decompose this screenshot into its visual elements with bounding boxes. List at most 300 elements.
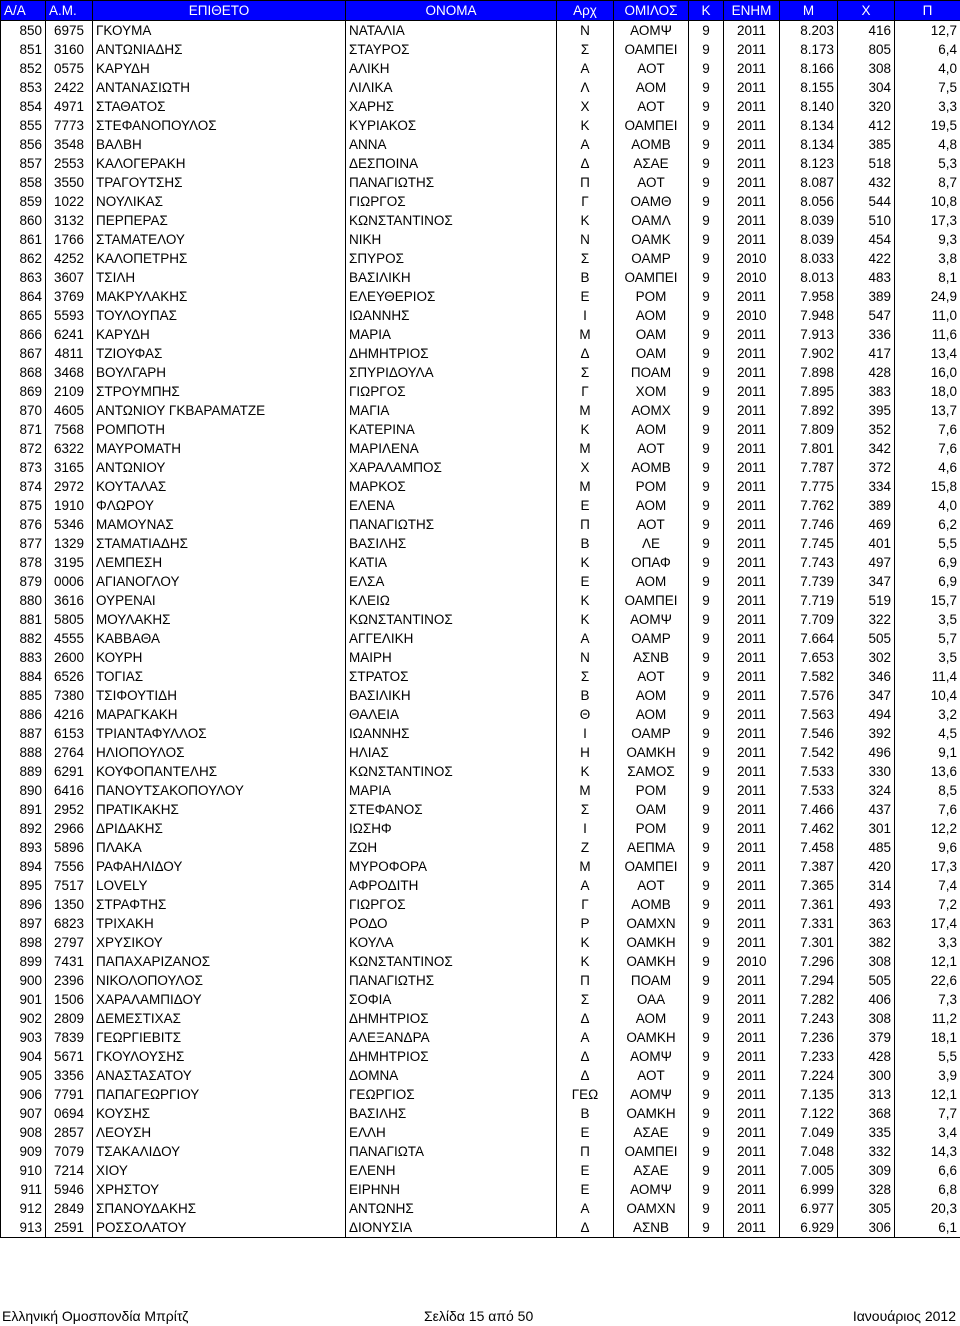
cell-p: 11,6 — [895, 325, 960, 344]
cell-aa: 865 — [1, 306, 46, 325]
cell-update: 2011 — [724, 933, 780, 952]
cell-x: 314 — [838, 876, 895, 895]
cell-aa: 884 — [1, 667, 46, 686]
cell-x: 347 — [838, 686, 895, 705]
table-row — [1, 458, 960, 477]
table-row — [1, 591, 960, 610]
cell-surname: ΛΕΟΥΣΗ — [93, 1123, 346, 1142]
cell-update: 2011 — [724, 477, 780, 496]
cell-am: 3769 — [46, 287, 93, 306]
cell-p: 7,7 — [895, 1104, 960, 1123]
cell-club: ΟΑΜΧΝ — [614, 1199, 689, 1218]
cell-name: ΣΠΥΡΟΣ — [346, 249, 557, 268]
cell-p: 4,0 — [895, 496, 960, 515]
table-row — [1, 857, 960, 876]
cell-m: 7.296 — [780, 952, 838, 971]
header-update: ΕΝΗΜ — [724, 1, 780, 21]
cell-am: 2952 — [46, 800, 93, 819]
cell-am: 0575 — [46, 59, 93, 78]
cell-k: 9 — [689, 800, 724, 819]
table-row — [1, 990, 960, 1009]
cell-initial: Χ — [557, 458, 614, 477]
cell-aa: 896 — [1, 895, 46, 914]
cell-am: 6153 — [46, 724, 93, 743]
cell-p: 7,6 — [895, 439, 960, 458]
cell-x: 412 — [838, 116, 895, 135]
cell-k: 9 — [689, 1142, 724, 1161]
header-club: ΟΜΙΛΟΣ — [614, 1, 689, 21]
table-row — [1, 325, 960, 344]
cell-p: 17,4 — [895, 914, 960, 933]
cell-x: 305 — [838, 1199, 895, 1218]
cell-p: 17,3 — [895, 857, 960, 876]
cell-aa: 852 — [1, 59, 46, 78]
cell-initial: Δ — [557, 1218, 614, 1238]
cell-am: 3550 — [46, 173, 93, 192]
table-row — [1, 116, 960, 135]
cell-aa: 877 — [1, 534, 46, 553]
cell-p: 15,7 — [895, 591, 960, 610]
cell-update: 2011 — [724, 97, 780, 116]
cell-p: 13,4 — [895, 344, 960, 363]
cell-m: 7.301 — [780, 933, 838, 952]
cell-k: 9 — [689, 553, 724, 572]
table-body — [1, 21, 960, 1238]
cell-name: ΙΩΑΝΝΗΣ — [346, 724, 557, 743]
cell-update: 2011 — [724, 1180, 780, 1199]
cell-surname: ΣΤΑΜΑΤΙΑΔΗΣ — [93, 534, 346, 553]
cell-aa: 908 — [1, 1123, 46, 1142]
table-row — [1, 1218, 960, 1238]
cell-update: 2011 — [724, 287, 780, 306]
cell-name: ΜΑΡΙΑ — [346, 781, 557, 800]
cell-p: 4,8 — [895, 135, 960, 154]
cell-aa: 892 — [1, 819, 46, 838]
cell-m: 8.134 — [780, 135, 838, 154]
cell-k: 9 — [689, 325, 724, 344]
table-row — [1, 59, 960, 78]
header-x: Χ — [838, 1, 895, 21]
cell-aa: 889 — [1, 762, 46, 781]
cell-surname: ΣΤΡΟΥΜΠΗΣ — [93, 382, 346, 401]
table-row — [1, 154, 960, 173]
cell-update: 2011 — [724, 173, 780, 192]
cell-am: 4605 — [46, 401, 93, 420]
cell-name: ΚΟΥΛΑ — [346, 933, 557, 952]
cell-initial: Κ — [557, 211, 614, 230]
cell-am: 6416 — [46, 781, 93, 800]
cell-x: 302 — [838, 648, 895, 667]
cell-x: 416 — [838, 21, 895, 41]
cell-update: 2011 — [724, 762, 780, 781]
table-row — [1, 743, 960, 762]
cell-m: 7.466 — [780, 800, 838, 819]
cell-x: 389 — [838, 496, 895, 515]
cell-name: ΕΛΛΗ — [346, 1123, 557, 1142]
cell-name: ΔΕΣΠΟΙΝΑ — [346, 154, 557, 173]
cell-club: ΟΠΑΦ — [614, 553, 689, 572]
cell-x: 347 — [838, 572, 895, 591]
cell-k: 9 — [689, 363, 724, 382]
cell-am: 2396 — [46, 971, 93, 990]
cell-initial: Ε — [557, 1180, 614, 1199]
cell-p: 7,6 — [895, 420, 960, 439]
cell-name: ΑΛΕΞΑΝΔΡΑ — [346, 1028, 557, 1047]
cell-k: 9 — [689, 1180, 724, 1199]
cell-aa: 857 — [1, 154, 46, 173]
cell-initial: Ι — [557, 724, 614, 743]
cell-name: ΜΑΡΙΑ — [346, 325, 557, 344]
cell-k: 9 — [689, 667, 724, 686]
cell-k: 9 — [689, 59, 724, 78]
cell-p: 12,1 — [895, 1085, 960, 1104]
cell-initial: Δ — [557, 154, 614, 173]
cell-club: ΑΟΤ — [614, 173, 689, 192]
cell-surname: ΤΟΥΛΟΥΠΑΣ — [93, 306, 346, 325]
cell-name: ΠΑΝΑΓΙΩΤΗΣ — [346, 173, 557, 192]
table-row — [1, 1066, 960, 1085]
cell-k: 9 — [689, 1066, 724, 1085]
header-am: Α.Μ. — [46, 1, 93, 21]
table-row — [1, 401, 960, 420]
cell-x: 389 — [838, 287, 895, 306]
table-row — [1, 1047, 960, 1066]
cell-m: 7.948 — [780, 306, 838, 325]
cell-initial: Β — [557, 686, 614, 705]
cell-k: 9 — [689, 990, 724, 1009]
cell-initial: Α — [557, 135, 614, 154]
cell-update: 2011 — [724, 230, 780, 249]
table-row — [1, 230, 960, 249]
cell-m: 7.902 — [780, 344, 838, 363]
cell-k: 9 — [689, 1199, 724, 1218]
cell-m: 7.576 — [780, 686, 838, 705]
cell-k: 9 — [689, 401, 724, 420]
header-aa: Α/Α — [1, 1, 46, 21]
cell-p: 6,1 — [895, 1218, 960, 1238]
cell-update: 2011 — [724, 192, 780, 211]
cell-x: 432 — [838, 173, 895, 192]
cell-surname: ΠΑΠΑΧΑΡΙΖΑΝΟΣ — [93, 952, 346, 971]
cell-p: 11,4 — [895, 667, 960, 686]
cell-name: ΣΤΡΑΤΟΣ — [346, 667, 557, 686]
cell-club: ΑΟΜΨ — [614, 610, 689, 629]
cell-club: ΟΑΜ — [614, 800, 689, 819]
cell-aa: 881 — [1, 610, 46, 629]
cell-club: ΟΑΜΠΕΙ — [614, 40, 689, 59]
table-row — [1, 344, 960, 363]
cell-update: 2011 — [724, 1199, 780, 1218]
cell-x: 368 — [838, 1104, 895, 1123]
cell-club: ΑΣΝΒ — [614, 1218, 689, 1238]
cell-k: 9 — [689, 629, 724, 648]
cell-surname: ΑΝΑΣΤΑΣΑΤΟΥ — [93, 1066, 346, 1085]
cell-name: ΛΙΛΙΚΑ — [346, 78, 557, 97]
cell-p: 11,0 — [895, 306, 960, 325]
cell-m: 7.913 — [780, 325, 838, 344]
cell-initial: Δ — [557, 344, 614, 363]
cell-m: 7.533 — [780, 762, 838, 781]
cell-m: 7.958 — [780, 287, 838, 306]
table-row — [1, 363, 960, 382]
cell-surname: ΑΝΤΩΝΙΟΥ ΓΚΒΑΡΑΜΑΤΖΕ — [93, 401, 346, 420]
cell-club: ΑΟΤ — [614, 1066, 689, 1085]
cell-name: ΣΤΕΦΑΝΟΣ — [346, 800, 557, 819]
cell-aa: 872 — [1, 439, 46, 458]
cell-initial: Π — [557, 173, 614, 192]
cell-name: ΠΑΝΑΓΙΩΤΗΣ — [346, 515, 557, 534]
cell-p: 6,2 — [895, 515, 960, 534]
cell-k: 9 — [689, 572, 724, 591]
cell-name: ΚΛΕΙΩ — [346, 591, 557, 610]
cell-name: ΔΙΟΝΥΣΙΑ — [346, 1218, 557, 1238]
cell-k: 9 — [689, 496, 724, 515]
cell-m: 7.462 — [780, 819, 838, 838]
table-row — [1, 629, 960, 648]
cell-aa: 853 — [1, 78, 46, 97]
cell-initial: Ε — [557, 496, 614, 515]
cell-am: 7556 — [46, 857, 93, 876]
cell-am: 5671 — [46, 1047, 93, 1066]
cell-k: 9 — [689, 895, 724, 914]
cell-update: 2011 — [724, 534, 780, 553]
table-row — [1, 1009, 960, 1028]
cell-x: 336 — [838, 325, 895, 344]
table-row — [1, 211, 960, 230]
cell-surname: ΣΤΕΦΑΝΟΠΟΥΛΟΣ — [93, 116, 346, 135]
cell-club: ΑΟΜ — [614, 705, 689, 724]
cell-name: ΕΛΣΑ — [346, 572, 557, 591]
cell-club: ΡΟΜ — [614, 477, 689, 496]
cell-surname: ΤΣΑΚΑΛΙΔΟΥ — [93, 1142, 346, 1161]
cell-club: ΑΟΤ — [614, 439, 689, 458]
cell-update: 2011 — [724, 1085, 780, 1104]
cell-k: 9 — [689, 781, 724, 800]
cell-x: 352 — [838, 420, 895, 439]
table-row — [1, 705, 960, 724]
cell-am: 6526 — [46, 667, 93, 686]
cell-club: ΑΟΤ — [614, 876, 689, 895]
cell-initial: Γ — [557, 382, 614, 401]
cell-aa: 879 — [1, 572, 46, 591]
cell-update: 2011 — [724, 724, 780, 743]
cell-k: 9 — [689, 743, 724, 762]
cell-initial: Ε — [557, 287, 614, 306]
cell-name: ΕΙΡΗΝΗ — [346, 1180, 557, 1199]
table-row — [1, 1161, 960, 1180]
cell-p: 3,2 — [895, 705, 960, 724]
cell-initial: Ν — [557, 648, 614, 667]
cell-m: 7.331 — [780, 914, 838, 933]
cell-update: 2011 — [724, 743, 780, 762]
cell-x: 363 — [838, 914, 895, 933]
cell-aa: 863 — [1, 268, 46, 287]
cell-update: 2011 — [724, 1161, 780, 1180]
cell-update: 2011 — [724, 1218, 780, 1238]
cell-m: 7.243 — [780, 1009, 838, 1028]
cell-x: 301 — [838, 819, 895, 838]
cell-initial: Α — [557, 59, 614, 78]
cell-name: ΓΙΩΡΓΟΣ — [346, 895, 557, 914]
cell-club: ΑΟΤ — [614, 667, 689, 686]
cell-k: 9 — [689, 857, 724, 876]
cell-x: 330 — [838, 762, 895, 781]
cell-p: 3,8 — [895, 249, 960, 268]
cell-k: 9 — [689, 173, 724, 192]
cell-am: 4811 — [46, 344, 93, 363]
table-row — [1, 838, 960, 857]
cell-am: 7773 — [46, 116, 93, 135]
cell-surname: ΚΑΛΟΠΕΤΡΗΣ — [93, 249, 346, 268]
cell-am: 3468 — [46, 363, 93, 382]
cell-p: 22,6 — [895, 971, 960, 990]
cell-p: 8,7 — [895, 173, 960, 192]
cell-am: 7079 — [46, 1142, 93, 1161]
cell-club: ΟΑΜΠΕΙ — [614, 268, 689, 287]
cell-x: 422 — [838, 249, 895, 268]
cell-x: 547 — [838, 306, 895, 325]
footer-page-number: Σελίδα 15 από 50 — [424, 1308, 534, 1324]
cell-initial: Ι — [557, 306, 614, 325]
cell-k: 9 — [689, 610, 724, 629]
cell-am: 7791 — [46, 1085, 93, 1104]
cell-club: ΟΑΜΚΗ — [614, 952, 689, 971]
cell-k: 9 — [689, 420, 724, 439]
cell-m: 7.048 — [780, 1142, 838, 1161]
cell-update: 2011 — [724, 116, 780, 135]
cell-club: ΟΑΑ — [614, 990, 689, 1009]
cell-name: ΝΙΚΗ — [346, 230, 557, 249]
cell-club: ΑΟΜΨ — [614, 1180, 689, 1199]
cell-x: 497 — [838, 553, 895, 572]
cell-m: 7.809 — [780, 420, 838, 439]
cell-club: ΑΟΤ — [614, 515, 689, 534]
cell-name: ΠΑΝΑΓΙΩΤΗΣ — [346, 971, 557, 990]
cell-club: ΟΑΜΧΝ — [614, 914, 689, 933]
cell-initial: Ε — [557, 1161, 614, 1180]
cell-update: 2011 — [724, 154, 780, 173]
cell-aa: 897 — [1, 914, 46, 933]
cell-m: 8.203 — [780, 21, 838, 41]
cell-initial: Σ — [557, 363, 614, 382]
cell-x: 469 — [838, 515, 895, 534]
cell-am: 2809 — [46, 1009, 93, 1028]
cell-club: ΟΑΜΠΕΙ — [614, 857, 689, 876]
cell-am: 4216 — [46, 705, 93, 724]
cell-club: ΑΟΜ — [614, 572, 689, 591]
cell-am: 7431 — [46, 952, 93, 971]
cell-club: ΑΣΑΕ — [614, 1161, 689, 1180]
cell-aa: 901 — [1, 990, 46, 1009]
cell-name: ΑΛΙΚΗ — [346, 59, 557, 78]
cell-surname: ΜΑΜΟΥΝΑΣ — [93, 515, 346, 534]
cell-p: 10,8 — [895, 192, 960, 211]
cell-am: 5346 — [46, 515, 93, 534]
cell-am: 6322 — [46, 439, 93, 458]
cell-x: 324 — [838, 781, 895, 800]
cell-p: 3,3 — [895, 933, 960, 952]
table-row — [1, 876, 960, 895]
table-row — [1, 21, 960, 41]
cell-name: ΘΑΛΕΙΑ — [346, 705, 557, 724]
cell-x: 379 — [838, 1028, 895, 1047]
cell-x: 395 — [838, 401, 895, 420]
cell-k: 9 — [689, 971, 724, 990]
cell-aa: 902 — [1, 1009, 46, 1028]
cell-p: 3,5 — [895, 648, 960, 667]
cell-k: 9 — [689, 382, 724, 401]
cell-am: 3132 — [46, 211, 93, 230]
cell-update: 2011 — [724, 876, 780, 895]
cell-p: 4,0 — [895, 59, 960, 78]
cell-name: ΑΝΤΩΝΗΣ — [346, 1199, 557, 1218]
cell-initial: Μ — [557, 325, 614, 344]
cell-aa: 913 — [1, 1218, 46, 1238]
cell-aa: 890 — [1, 781, 46, 800]
cell-surname: ΣΠΑΝΟΥΔΑΚΗΣ — [93, 1199, 346, 1218]
cell-k: 9 — [689, 40, 724, 59]
cell-k: 9 — [689, 154, 724, 173]
cell-surname: ΤΡΙΑΝΤΑΦΥΛΛΟΣ — [93, 724, 346, 743]
cell-p: 9,3 — [895, 230, 960, 249]
cell-aa: 873 — [1, 458, 46, 477]
cell-aa: 875 — [1, 496, 46, 515]
cell-k: 9 — [689, 135, 724, 154]
cell-surname: ΠΛΑΚΑ — [93, 838, 346, 857]
cell-p: 6,6 — [895, 1161, 960, 1180]
cell-k: 9 — [689, 477, 724, 496]
cell-club: ΟΑΜΚΗ — [614, 1028, 689, 1047]
cell-k: 9 — [689, 952, 724, 971]
cell-m: 7.745 — [780, 534, 838, 553]
cell-x: 320 — [838, 97, 895, 116]
cell-name: ΜΑΙΡΗ — [346, 648, 557, 667]
cell-surname: ΔΕΜΕΣΤΙΧΑΣ — [93, 1009, 346, 1028]
cell-x: 510 — [838, 211, 895, 230]
cell-name: ΓΙΩΡΓΟΣ — [346, 382, 557, 401]
cell-aa: 886 — [1, 705, 46, 724]
cell-surname: ΝΟΥΛΙΚΑΣ — [93, 192, 346, 211]
cell-surname: ΚΟΥΤΑΛΑΣ — [93, 477, 346, 496]
table-row — [1, 496, 960, 515]
cell-initial: Ι — [557, 819, 614, 838]
cell-update: 2011 — [724, 971, 780, 990]
cell-update: 2011 — [724, 59, 780, 78]
cell-x: 372 — [838, 458, 895, 477]
cell-aa: 903 — [1, 1028, 46, 1047]
cell-k: 9 — [689, 439, 724, 458]
cell-aa: 900 — [1, 971, 46, 990]
cell-update: 2011 — [724, 420, 780, 439]
cell-p: 7,2 — [895, 895, 960, 914]
cell-am: 2972 — [46, 477, 93, 496]
cell-aa: 874 — [1, 477, 46, 496]
table-row — [1, 610, 960, 629]
cell-m: 8.134 — [780, 116, 838, 135]
table-row — [1, 572, 960, 591]
cell-k: 9 — [689, 838, 724, 857]
cell-m: 7.005 — [780, 1161, 838, 1180]
table-row — [1, 667, 960, 686]
cell-m: 7.664 — [780, 629, 838, 648]
cell-am: 2797 — [46, 933, 93, 952]
cell-p: 5,5 — [895, 534, 960, 553]
cell-m: 7.542 — [780, 743, 838, 762]
cell-surname: ΚΟΥΦΟΠΑΝΤΕΛΗΣ — [93, 762, 346, 781]
cell-x: 309 — [838, 1161, 895, 1180]
cell-name: ΝΑΤΑΛΙΑ — [346, 21, 557, 41]
cell-initial: Σ — [557, 40, 614, 59]
